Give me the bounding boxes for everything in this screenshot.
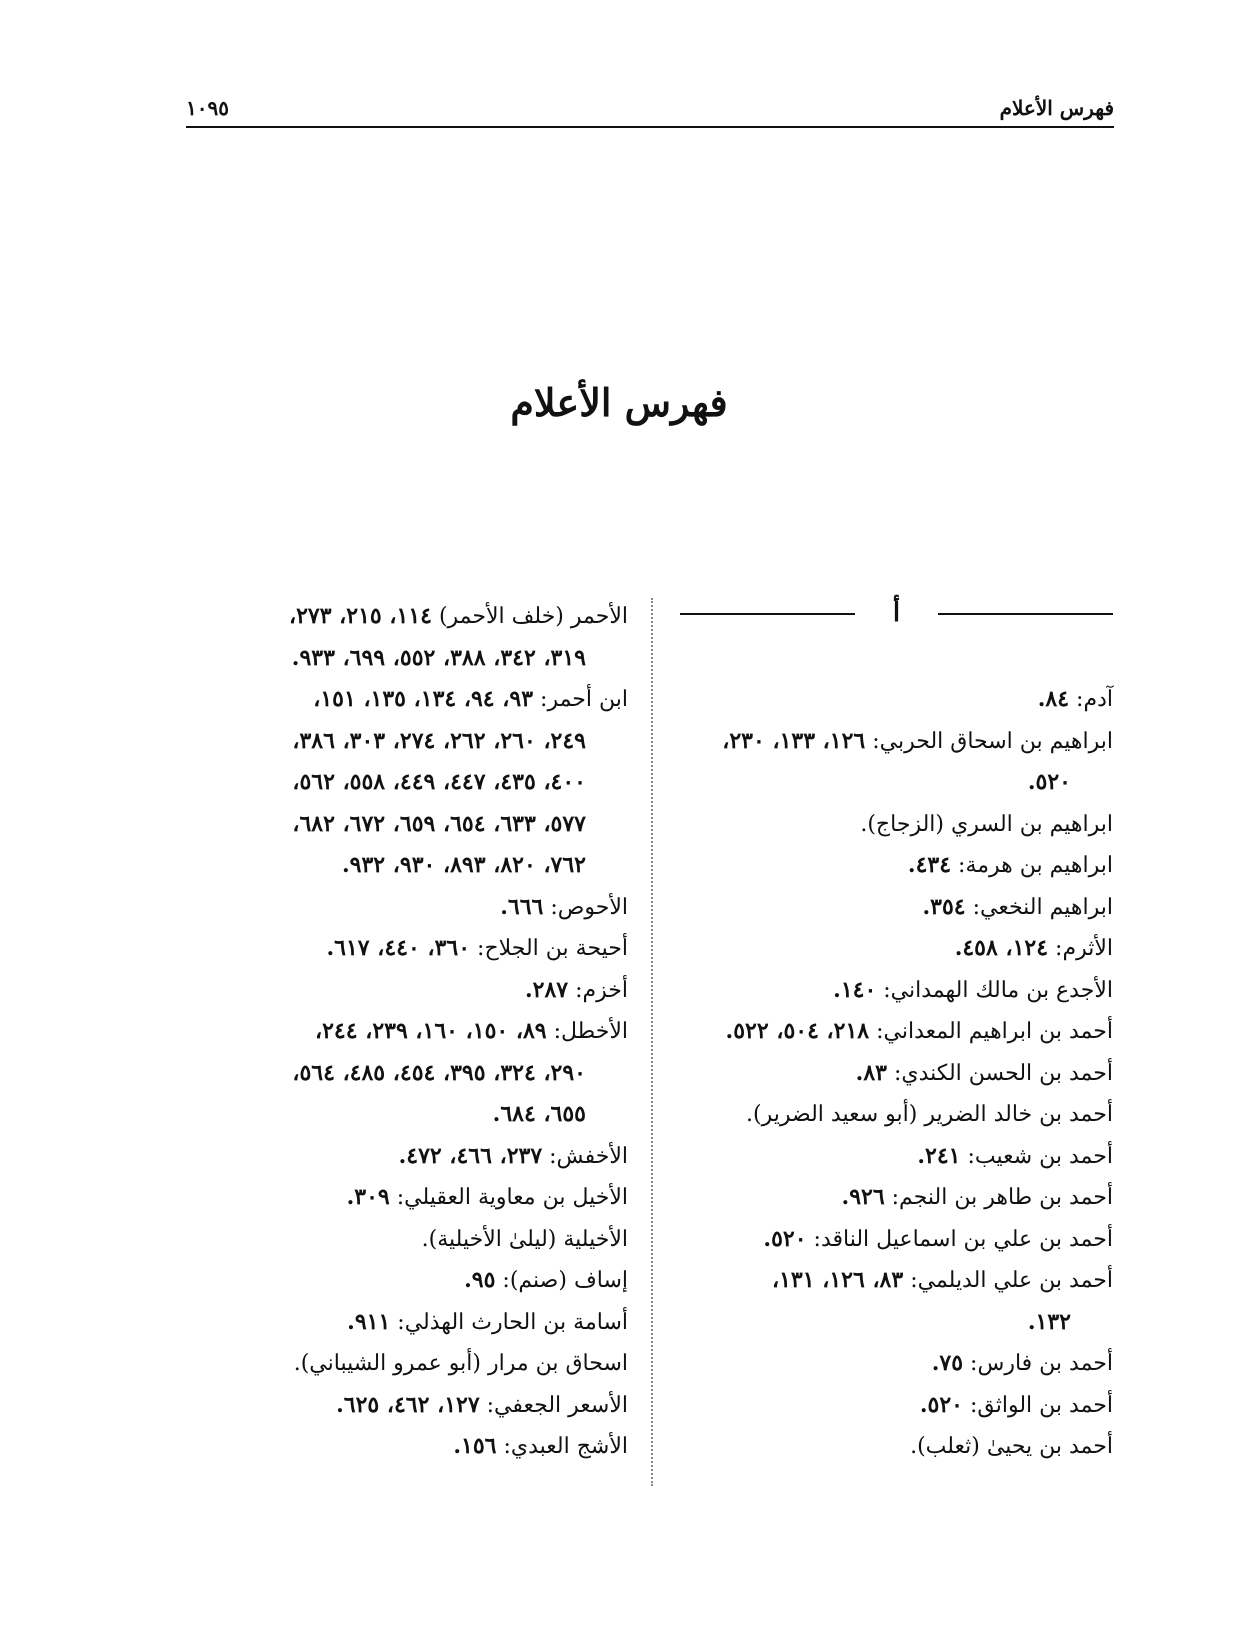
index-entry bbox=[680, 845, 1113, 887]
entry-page-refs: ٦٦٦. bbox=[500, 893, 544, 920]
index-entry bbox=[680, 1053, 1113, 1095]
entry-name: أخزم: bbox=[575, 977, 628, 1003]
index-entry bbox=[190, 970, 628, 1012]
index-entry-continuation bbox=[190, 638, 628, 680]
entry-page-refs: ٣١٩، ٣٤٢، ٣٨٨، ٥٥٢، ٦٩٩، ٩٣٣. bbox=[291, 644, 586, 671]
entry-page-refs: ١٣٢. bbox=[1027, 1308, 1071, 1335]
entry-name: إساف (صنم): bbox=[502, 1268, 628, 1293]
entry-name: ابراهيم النخعي: bbox=[972, 894, 1113, 920]
entry-page-refs: ٩٢٦. bbox=[841, 1184, 885, 1210]
index-entry bbox=[190, 679, 628, 721]
entry-page-refs: ١١٤، ٢١٥، ٢٧٣، bbox=[288, 603, 432, 629]
entry-page-refs: ٣٥٤. bbox=[922, 893, 966, 920]
entry-page-refs: ٢٨٧. bbox=[524, 976, 569, 1003]
entry-page-refs: ٣٠٩. bbox=[346, 1184, 390, 1210]
entry-name: ابراهيم بن السري (الزجاج). bbox=[860, 811, 1113, 837]
entry-name: أحيحة بن الجلاح: bbox=[477, 936, 628, 961]
index-column-left bbox=[190, 596, 628, 1468]
entry-page-refs: ٩٣، ٩٤، ١٣٤، ١٣٥، ١٥١، bbox=[313, 686, 534, 712]
entry-page-refs: ٥٢٠. bbox=[919, 1391, 963, 1418]
index-entry bbox=[190, 928, 628, 970]
entry-name: ابن أحمر: bbox=[540, 687, 628, 712]
entry-page-refs: ٨٣. bbox=[855, 1059, 887, 1086]
entry-page-refs: ١٢٦، ١٣٣، ٢٣٠، bbox=[722, 727, 866, 754]
index-entry bbox=[680, 1385, 1113, 1427]
entry-page-refs: ١٢٤، ٤٥٨. bbox=[954, 935, 1049, 961]
page-number: ١٠٩٥ bbox=[186, 96, 229, 120]
entry-page-refs: ١٤٠. bbox=[833, 976, 877, 1003]
entry-name: ابراهيم بن اسحاق الحربي: bbox=[872, 728, 1113, 754]
entry-name: الأخيل بن معاوية العقيلي: bbox=[396, 1185, 628, 1210]
column-divider bbox=[651, 598, 653, 1486]
index-entry bbox=[680, 887, 1113, 929]
index-entry-continuation bbox=[680, 1302, 1113, 1344]
entry-page-refs: ٩٥. bbox=[464, 1267, 496, 1293]
index-entry bbox=[190, 1385, 628, 1427]
index-entry bbox=[190, 1260, 628, 1302]
entry-name: الأجدع بن مالك الهمداني: bbox=[883, 977, 1113, 1003]
entry-page-refs: ٨٩، ١٥٠، ١٦٠، ٢٣٩، ٢٤٤، bbox=[314, 1018, 547, 1044]
entry-page-refs: ١٢٧، ٤٦٢، ٦٢٥. bbox=[336, 1391, 480, 1418]
running-title: فهرس الأعلام bbox=[999, 96, 1114, 120]
index-entry bbox=[680, 928, 1113, 970]
index-entry-continuation bbox=[680, 762, 1113, 804]
index-entry bbox=[190, 1343, 628, 1385]
entry-page-refs: ١٥٦. bbox=[453, 1433, 497, 1459]
entry-page-refs: ٧٦٢، ٨٢٠، ٨٩٣، ٩٣٠، ٩٣٢. bbox=[342, 852, 586, 878]
entry-page-refs: ٧٥. bbox=[931, 1350, 964, 1376]
entry-name: أحمد بن شعيب: bbox=[967, 1143, 1113, 1169]
index-entry bbox=[190, 596, 628, 638]
section-rule-right bbox=[938, 613, 1113, 615]
entry-page-refs: ٢٩٠، ٣٢٤، ٣٩٥، ٤٥٤، ٤٨٥، ٥٦٤، bbox=[292, 1059, 586, 1086]
index-entry bbox=[680, 1343, 1113, 1385]
entry-name: الأحوص: bbox=[550, 894, 628, 920]
entry-name: أحمد بن ابراهيم المعداني: bbox=[876, 1019, 1113, 1044]
entry-page-refs: ٣٦٠، ٤٤٠، ٦١٧. bbox=[326, 935, 471, 961]
index-entry bbox=[680, 804, 1113, 846]
section-header bbox=[680, 596, 1113, 638]
index-column-right bbox=[680, 596, 1113, 1468]
index-entry bbox=[680, 721, 1113, 763]
index-entry bbox=[680, 1426, 1113, 1468]
section-letter: أ bbox=[892, 598, 901, 628]
entry-page-refs: ٥٢٠. bbox=[1027, 769, 1071, 795]
index-entry bbox=[680, 1219, 1113, 1261]
index-entry bbox=[680, 1011, 1113, 1053]
index-entry bbox=[680, 1260, 1113, 1302]
entry-name: الأخفش: bbox=[549, 1143, 628, 1169]
entry-page-refs: ٦٥٥، ٦٨٤. bbox=[492, 1101, 586, 1127]
entry-page-refs: ٨٣، ١٢٦، ١٣١، bbox=[772, 1267, 904, 1293]
index-entry-continuation bbox=[190, 1053, 628, 1095]
index-entry bbox=[680, 1136, 1113, 1178]
index-entry bbox=[190, 1302, 628, 1344]
entry-page-refs: ٢٤٩، ٢٦٠، ٢٦٢، ٢٧٤، ٣٠٣، ٣٨٦، bbox=[292, 727, 586, 754]
entry-page-refs: ٥٢٠. bbox=[763, 1225, 807, 1252]
index-entry bbox=[680, 1094, 1113, 1136]
entry-name: الأخيلية (ليلىٰ الأخيلية). bbox=[421, 1226, 628, 1252]
entry-page-refs: ٢١٨، ٥٠٤، ٥٢٢. bbox=[725, 1018, 870, 1044]
entry-page-refs: ٥٧٧، ٦٣٣، ٦٥٤، ٦٥٩، ٦٧٢، ٦٨٢، bbox=[292, 810, 586, 837]
index-entry bbox=[190, 1011, 628, 1053]
index-entry-continuation bbox=[190, 721, 628, 763]
index-entry bbox=[190, 1136, 628, 1178]
index-entry bbox=[680, 1177, 1113, 1219]
entry-name: أحمد بن علي بن اسماعيل الناقد: bbox=[813, 1226, 1113, 1252]
index-entry bbox=[190, 1426, 628, 1468]
section-rule-left bbox=[680, 613, 855, 615]
entry-name: أحمد بن طاهر بن النجم: bbox=[891, 1185, 1113, 1210]
entry-name: أحمد بن يحيىٰ (ثعلب). bbox=[910, 1434, 1113, 1459]
entry-name: أحمد بن الحسن الكندي: bbox=[893, 1060, 1113, 1086]
index-entry-continuation bbox=[190, 845, 628, 887]
index-entry-continuation bbox=[190, 1094, 628, 1136]
entry-name: أحمد بن خالد الضرير (أبو سعيد الضرير). bbox=[746, 1102, 1113, 1127]
entry-name: الأحمر (خلف الأحمر) bbox=[438, 604, 628, 629]
entry-name: أحمد بن علي الديلمي: bbox=[910, 1268, 1113, 1293]
entry-name: آدم: bbox=[1076, 687, 1113, 712]
entry-page-refs: ٤٣٤. bbox=[907, 852, 952, 878]
page-title: فهرس الأعلام bbox=[510, 380, 728, 425]
entry-name: أحمد بن فارس: bbox=[970, 1351, 1113, 1376]
index-entry bbox=[680, 679, 1113, 721]
entry-name: الأخطل: bbox=[553, 1019, 628, 1044]
index-entry bbox=[190, 1219, 628, 1261]
entry-name: أحمد بن الواثق: bbox=[969, 1392, 1113, 1418]
entry-page-refs: ٢٣٧، ٤٦٦، ٤٧٢. bbox=[398, 1142, 543, 1169]
entry-name: الأسعر الجعفي: bbox=[486, 1392, 628, 1418]
entry-page-refs: ٢٤١. bbox=[917, 1142, 961, 1169]
entry-page-refs: ٨٤. bbox=[1037, 686, 1070, 712]
index-entry bbox=[190, 887, 628, 929]
entry-page-refs: ٤٠٠، ٤٣٥، ٤٤٧، ٤٤٩، ٥٥٨، ٥٦٢، bbox=[292, 769, 586, 795]
entry-name: اسحاق بن مرار (أبو عمرو الشيباني). bbox=[293, 1351, 628, 1376]
index-entry-continuation bbox=[190, 804, 628, 846]
entry-name: الأشج العبدي: bbox=[503, 1434, 628, 1459]
entry-name: ابراهيم بن هرمة: bbox=[958, 853, 1113, 878]
index-entry bbox=[190, 1177, 628, 1219]
index-entry-continuation bbox=[190, 762, 628, 804]
entry-page-refs: ٩١١. bbox=[347, 1308, 391, 1335]
running-header bbox=[186, 90, 1114, 128]
entry-name: الأثرم: bbox=[1055, 936, 1113, 961]
index-entry bbox=[680, 970, 1113, 1012]
entry-name: أسامة بن الحارث الهذلي: bbox=[397, 1309, 628, 1335]
